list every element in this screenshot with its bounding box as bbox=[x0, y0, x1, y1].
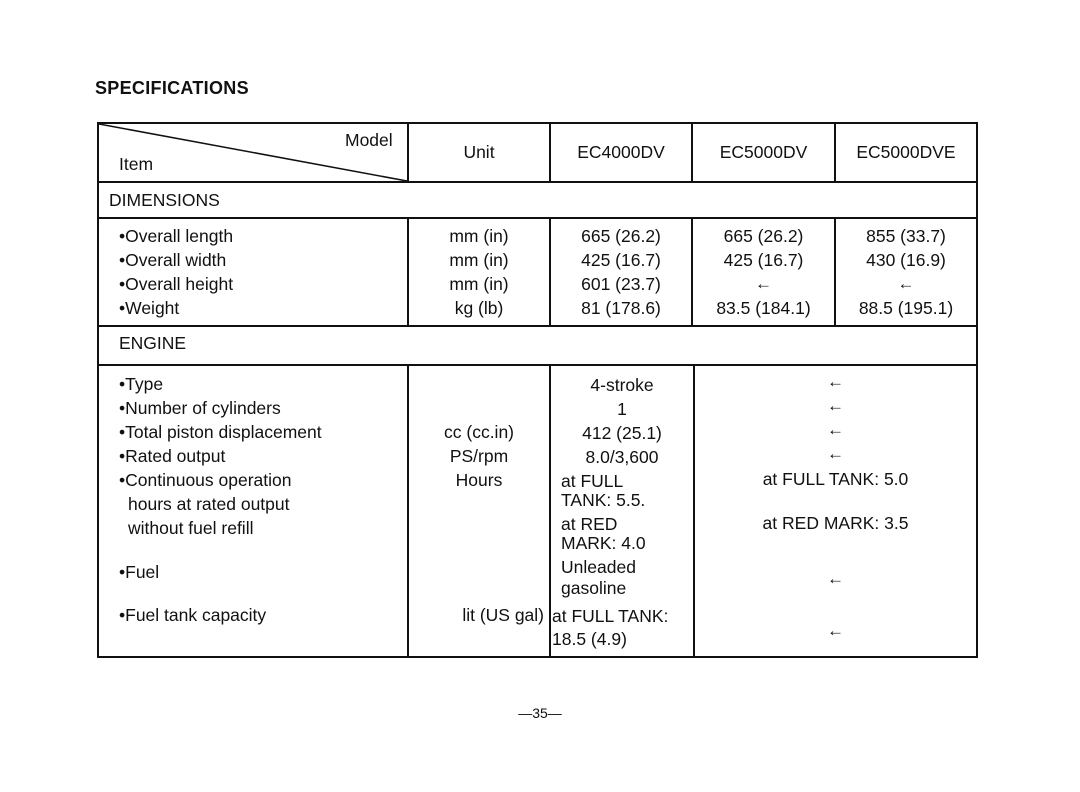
engine-item-tank: •Fuel tank capacity bbox=[119, 605, 267, 625]
same-as-left-arrow: ← bbox=[827, 396, 844, 415]
engine-value-ec4000dv: TANK: 5.5. bbox=[561, 490, 646, 510]
same-as-left-arrow: ← bbox=[897, 274, 915, 293]
engine-value-ec4000dv: 4-stroke bbox=[590, 375, 654, 395]
dimension-item: •Overall length bbox=[119, 226, 234, 246]
dimension-value-ec5000dve: 88.5 (195.1) bbox=[858, 298, 954, 318]
section-dimensions: DIMENSIONS bbox=[109, 190, 220, 210]
row-divider bbox=[99, 325, 976, 327]
dimension-value-ec5000dv: 665 (26.2) bbox=[723, 226, 804, 246]
dimension-value-ec4000dv: 425 (16.7) bbox=[581, 250, 661, 270]
header-model-ec5000dv: EC5000DV bbox=[719, 142, 808, 162]
engine-item-cylinders: •Number of cylinders bbox=[119, 398, 281, 418]
engine-unit: Hours bbox=[455, 470, 503, 490]
page-title: SPECIFICATIONS bbox=[95, 78, 249, 98]
dimension-value-ec4000dv: 601 (23.7) bbox=[581, 274, 661, 294]
engine-unit: lit (US gal) bbox=[462, 605, 544, 625]
same-as-left-arrow: ← bbox=[827, 569, 844, 588]
engine-unit: cc (cc.in) bbox=[444, 422, 514, 442]
dimension-value-ec5000dve: 430 (16.9) bbox=[866, 250, 946, 270]
engine-item-type: •Type bbox=[119, 374, 164, 394]
same-as-left-arrow: ← bbox=[827, 420, 844, 439]
header-model-ec4000dv: EC4000DV bbox=[577, 142, 665, 162]
dimension-value-ec5000dv: 425 (16.7) bbox=[723, 250, 804, 270]
dimension-unit: mm (in) bbox=[449, 250, 509, 270]
engine-value-ec4000dv: 412 (25.1) bbox=[582, 423, 662, 443]
dimension-item: •Weight bbox=[119, 298, 180, 318]
engine-value-ec4000dv: 8.0/3,600 bbox=[585, 447, 659, 467]
engine-item-rated-output: •Rated output bbox=[119, 446, 226, 466]
engine-value-others: at FULL TANK: 5.0 bbox=[762, 469, 909, 489]
engine-value-others: at RED MARK: 3.5 bbox=[762, 513, 909, 533]
engine-value-ec4000dv: gasoline bbox=[561, 578, 627, 598]
header-item-label: Item bbox=[119, 154, 154, 174]
dimension-value-ec5000dv: 83.5 (184.1) bbox=[716, 298, 811, 318]
header-unit: Unit bbox=[463, 142, 495, 162]
dimension-unit: mm (in) bbox=[449, 274, 509, 294]
dimension-item: •Overall height bbox=[119, 274, 234, 294]
engine-unit: PS/rpm bbox=[449, 446, 509, 466]
header-model-label: Model bbox=[345, 130, 393, 150]
page-number: —35— bbox=[518, 705, 562, 721]
engine-item-continuous: hours at rated output bbox=[128, 494, 290, 514]
same-as-left-arrow: ← bbox=[827, 444, 844, 463]
engine-item-fuel: •Fuel bbox=[119, 562, 160, 582]
engine-value-ec4000dv: MARK: 4.0 bbox=[561, 533, 646, 553]
dimension-item: •Overall width bbox=[119, 250, 227, 270]
header-model-ec5000dve: EC5000DVE bbox=[856, 142, 956, 162]
row-divider bbox=[99, 217, 976, 219]
engine-value-ec4000dv: 18.5 (4.9) bbox=[552, 629, 627, 649]
engine-value-ec4000dv: at FULL TANK: bbox=[552, 606, 669, 626]
engine-item-continuous: •Continuous operation bbox=[119, 470, 292, 490]
dimension-value-ec4000dv: 81 (178.6) bbox=[581, 298, 661, 318]
engine-item-continuous: without fuel refill bbox=[128, 518, 254, 538]
dimension-unit: kg (lb) bbox=[454, 298, 504, 318]
section-engine: ENGINE bbox=[119, 333, 187, 353]
engine-value-ec4000dv: at FULL bbox=[561, 471, 624, 491]
engine-item-displacement: •Total piston displacement bbox=[119, 422, 322, 442]
engine-value-ec4000dv: Unleaded bbox=[561, 557, 636, 577]
engine-value-ec4000dv: 1 bbox=[617, 399, 627, 419]
row-divider bbox=[99, 364, 976, 366]
specifications-table bbox=[97, 122, 978, 658]
same-as-left-arrow: ← bbox=[755, 274, 772, 293]
same-as-left-arrow: ← bbox=[827, 621, 844, 640]
same-as-left-arrow: ← bbox=[827, 372, 844, 391]
dimension-unit: mm (in) bbox=[449, 226, 509, 246]
dimension-value-ec4000dv: 665 (26.2) bbox=[581, 226, 661, 246]
engine-value-ec4000dv: at RED bbox=[561, 514, 618, 534]
dimension-value-ec5000dve: 855 (33.7) bbox=[866, 226, 946, 246]
